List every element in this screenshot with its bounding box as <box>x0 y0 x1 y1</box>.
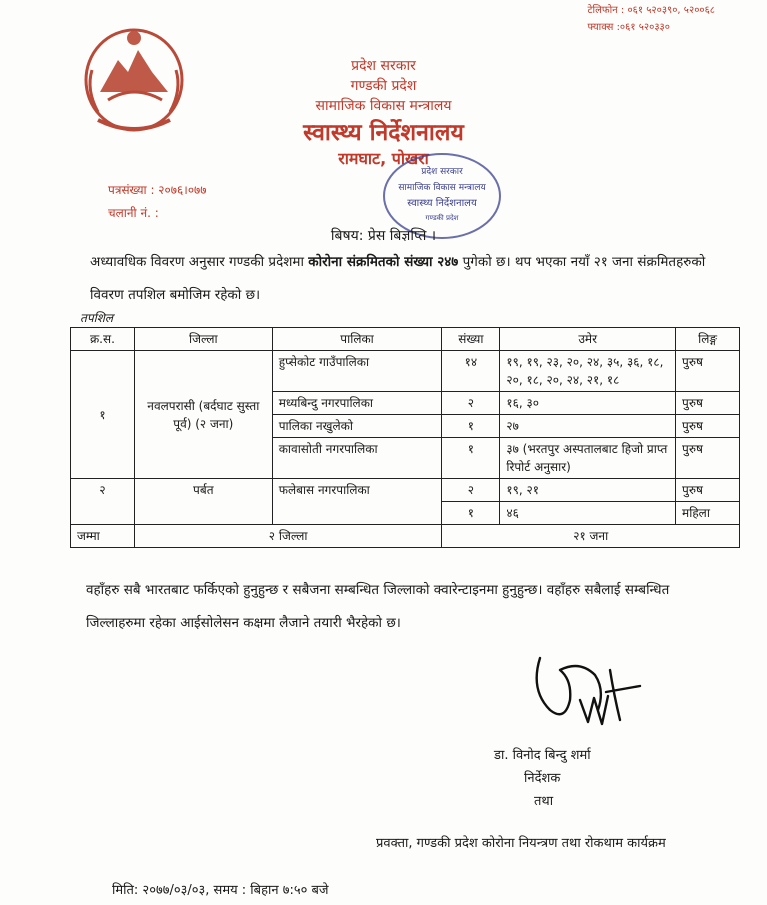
intro-text-post: पुगेको छ। थप भएका नयाँ २१ जना संक्रमितहरुको विवरण तपशिल बमोजिम रहेको छ। <box>90 254 706 303</box>
header-palika: पालिका <box>272 328 442 351</box>
cell-gender: पुरुष <box>676 479 740 502</box>
table-caption: तपशिल <box>80 311 114 325</box>
office-name: स्वास्थ्य निर्देशनालय <box>303 120 464 146</box>
phone-line: टेलिफोन : ०६१ ५२०३९०, ५२००६८ <box>587 5 715 16</box>
intro-paragraph <box>90 246 710 312</box>
signatory-conj: तथा <box>534 794 554 809</box>
cell-sn: २ <box>71 479 135 525</box>
cell-age: १९, १९, २३, २०, २४, ३५, ३६, १८, २०, १८, २०, २४, २१, १८ <box>500 351 676 392</box>
header-count: संख्या <box>442 328 500 351</box>
cell-age: ४६ <box>500 502 676 525</box>
cell-palika: कावासोती नगरपालिका <box>272 438 442 479</box>
cell-age: ३७ (भरतपुर अस्पतालबाट हिजो प्राप्त रिपोर्ट अनुसार) <box>500 438 676 479</box>
ministry-name: सामाजिक विकास मन्त्रालय <box>315 98 452 114</box>
cell-palika: पालिका नखुलेको <box>272 415 442 438</box>
cell-count: २ <box>442 479 500 502</box>
stamp-line3: स्वास्थ्य निर्देशनालय <box>407 198 477 209</box>
patra-sankhya: पत्रसंख्या : २०७६।०७७ <box>108 183 207 197</box>
table-row <box>71 351 740 392</box>
office-location: रामघाट, पोखरा <box>338 149 429 168</box>
stamp-line1: प्रदेश सरकार <box>421 167 463 177</box>
cases-table <box>70 327 740 548</box>
cell-gender: पुरुष <box>676 415 740 438</box>
total-persons: २१ जना <box>442 525 740 548</box>
cell-age: २७ <box>500 415 676 438</box>
cell-age: १९, २१ <box>500 479 676 502</box>
cell-district: नवलपरासी (बर्दघाट सुस्ता पूर्व) (२ जना) <box>134 351 272 479</box>
chalani-number: चलानी नं. : <box>108 206 159 220</box>
cell-gender: पुरुष <box>676 438 740 479</box>
contact-info <box>587 2 715 36</box>
fax-line: फ्याक्स :०६१ ५२०३३० <box>587 22 670 33</box>
intro-text-bold: कोरोना संक्रमितको संख्या २४७ <box>308 254 459 270</box>
cell-district: पर्बत <box>134 479 272 525</box>
cell-sn: १ <box>71 351 135 479</box>
table-row <box>71 479 740 502</box>
stamp-line2: सामाजिक विकास मन्त्रालय <box>398 183 486 193</box>
cell-count: १ <box>442 502 500 525</box>
table-total-row <box>71 525 740 548</box>
cell-palika: मध्यबिन्दु नगरपालिका <box>272 392 442 415</box>
header-sn: क्र.स. <box>71 328 135 351</box>
header-age: उमेर <box>500 328 676 351</box>
signatory-role: प्रवक्ता, गण्डकी प्रदेश कोरोना नियन्त्रण तथा रोकथाम कार्यक्रम <box>376 836 666 851</box>
date-time-line: मिति: २०७७/०३/०३, समय : बिहान ७:५० बजे <box>112 883 329 898</box>
cell-age: १६, ३० <box>500 392 676 415</box>
intro-text-pre: अध्यावधिक विवरण अनुसार गण्डकी प्रदेशमा <box>90 254 309 270</box>
signatory-title: निर्देशक <box>524 771 561 786</box>
cell-count: १ <box>442 415 500 438</box>
cell-count: २ <box>442 392 500 415</box>
cell-gender: पुरुष <box>676 392 740 415</box>
cell-gender: महिला <box>676 502 740 525</box>
header-gender: लिङ्ग <box>676 328 740 351</box>
govt-name: प्रदेश सरकार <box>351 58 416 74</box>
cell-count: १ <box>442 438 500 479</box>
cell-palika: फलेबास नगरपालिका <box>272 479 442 525</box>
cell-count: १४ <box>442 351 500 392</box>
signatory-name: डा. विनोद बिन्दु शर्मा <box>494 748 591 763</box>
subject-line: बिषय: प्रेस बिज्ञप्ति । <box>330 228 437 244</box>
signatory-block <box>420 744 720 813</box>
total-districts: २ जिल्ला <box>134 525 441 548</box>
total-label: जम्मा <box>71 525 135 548</box>
cell-gender: पुरुष <box>676 351 740 392</box>
header-district: जिल्ला <box>134 328 272 351</box>
province-name: गण्डकी प्रदेश <box>350 78 417 94</box>
stamp-line4: गण्डकी प्रदेश <box>425 214 459 222</box>
signature-mark <box>510 640 650 740</box>
table-header-row <box>71 328 740 351</box>
closing-paragraph: वहाँहरु सबै भारतबाट फर्किएको हुनुहुन्छ र सबैजना सम्बन्धित जिल्लाको क्वारेन्टाइनमा हुनुहुन्छ। वहाँहरु सबैलाई सम्बन्धित जिल्लाहरुमा रहेका आईसोलेसन कक्षमा लैजाने तयारी भैरहेको छ। <box>86 582 670 631</box>
cell-palika: हुप्सेकोट गाउँपालिका <box>272 351 442 392</box>
